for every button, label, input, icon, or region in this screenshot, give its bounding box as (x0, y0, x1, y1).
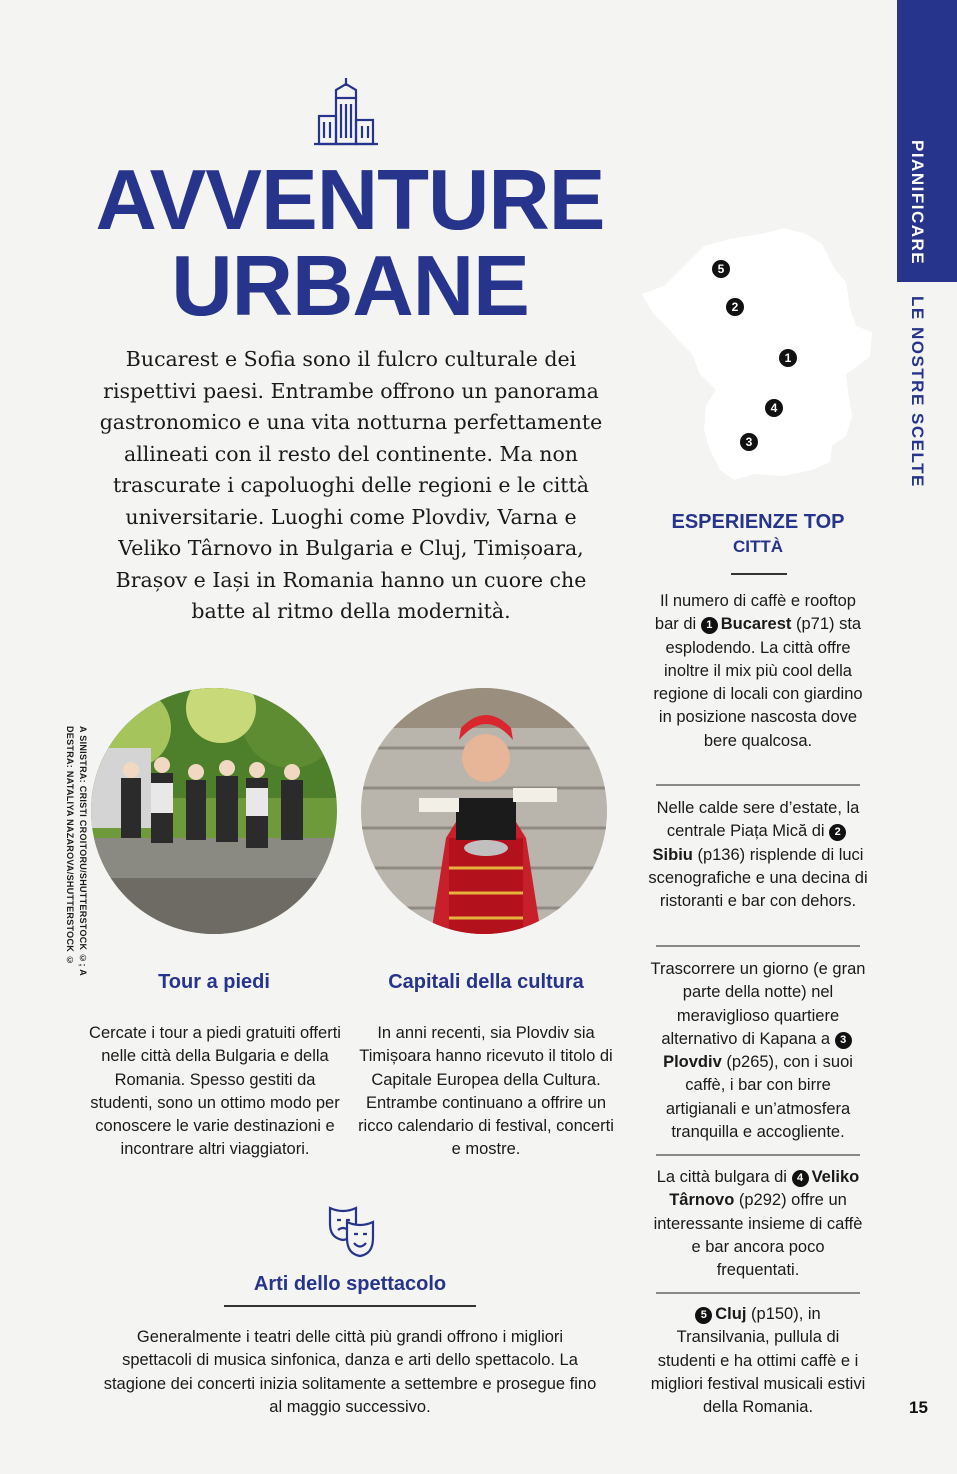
number-badge: 1 (701, 617, 718, 634)
experiences-divider (731, 573, 787, 575)
experience-text: (p292) offre un interessante insieme di caffè e bar ancora poco frequentati. (653, 1191, 863, 1280)
photo-credit: A SINISTRA: CRISTI CROITORU/SHUTTERSTOCK ©; A DESTRA: NATALIYA NAZAROVA/SHUTTERSTOCK © (65, 726, 88, 976)
experience-item-3 (648, 958, 868, 1144)
map-marker-3-label: 3 (745, 435, 753, 449)
page-title (60, 153, 640, 334)
experience-place: Plovdiv (663, 1053, 722, 1072)
experience-text: Il numero di caffè e rooftop bar di (654, 592, 856, 634)
experience-item-1 (648, 590, 868, 753)
intro-paragraph: Bucarest e Sofia sono il fulcro culturale dei rispettivi paesi. Entrambe offrono un panorama gastronomico e una vita notturna perfettamente allineati con il resto del continente. Ma non trascurate i capoluoghi delle regioni e le città universitarie. Luoghi come Plovdiv, Varna e Veliko Târnovo in Bulgaria e Cluj, Timișoara, Brașov e Iași in Romania hanno un cuore che batte al ritmo della modernità. (99, 347, 603, 623)
section-tab (897, 0, 957, 282)
experience-text: Nelle calde sere d’estate, la centrale Piața Mică di (656, 799, 860, 841)
experience-place: Bucarest (720, 615, 792, 634)
divider (656, 945, 860, 947)
map-marker-4-label: 4 (770, 401, 778, 415)
arts-heading: Arti dello spettacolo (253, 1273, 447, 1295)
number-badge: 5 (695, 1307, 712, 1324)
experience-item-2 (648, 797, 868, 913)
arts-divider (224, 1305, 476, 1307)
map-marker-1-label: 1 (784, 351, 792, 365)
experience-item-5 (648, 1303, 868, 1419)
experience-place: Cluj (715, 1305, 747, 1323)
experience-text: La città bulgara di (656, 1168, 792, 1186)
experience-place: Sibiu (652, 845, 693, 864)
arts-body: Generalmente i teatri delle città più grandi offrono i migliori spettacoli di musica sinfonica, danza e arti dello spettacolo. La stagione dei concerti inizia solitamente a settembre e prosegue fino al maggio successivo. (103, 1328, 597, 1416)
map-marker-2-label: 2 (731, 300, 739, 314)
culture-heading: Capitali della cultura (388, 971, 584, 993)
experiences-subtitle: CITTÀ (732, 537, 784, 556)
title-line-2: URBANE (171, 239, 529, 334)
experience-place: Veliko Târnovo (669, 1168, 860, 1210)
folk-dancer-photo (361, 688, 607, 934)
map-marker-5-label: 5 (717, 262, 725, 276)
experience-text: Trascorrere un giorno (e gran parte della notte) nel meraviglioso quartiere alternativo di Kapana a (650, 960, 866, 1048)
culture-body: In anni recenti, sia Plovdiv sia Timișoara hanno ricevuto il titolo di Capitale Europea della Cultura. Entrambe continuano a offrire un ricco calendario di festival, concerti e mostre. (358, 1024, 614, 1159)
region-map (634, 224, 884, 484)
number-badge: 4 (792, 1170, 809, 1187)
page-number: 15 (909, 1398, 928, 1417)
walking-tour-photo (91, 688, 337, 934)
experience-text: (p136) risplende di luci scenografiche e una decina di ristoranti e bar con dehors. (648, 845, 868, 911)
section-label: LE NOSTRE SCELTE (908, 296, 927, 488)
title-line-1: AVVENTURE (95, 153, 605, 248)
experience-text: (p71) sta esplodendo. La città offre inoltre il mix più cool della regione di locali con giardino in posizione nascosta dove bere qualcosa. (653, 615, 863, 750)
city-building-icon (314, 76, 384, 146)
experiences-title: ESPERIENZE TOP (671, 511, 845, 533)
divider (656, 784, 860, 786)
tour-heading: Tour a piedi (158, 971, 270, 993)
number-badge: 3 (835, 1032, 852, 1049)
number-badge: 2 (829, 824, 846, 841)
experience-text: (p150), in Transilvania, pullula di studenti e ha ottimi caffè e i migliori festival musicali estivi della Romania. (650, 1305, 866, 1417)
divider (656, 1292, 860, 1294)
tab-label: PIANIFICARE (908, 140, 927, 266)
experience-text: (p265), con i suoi caffè, i bar con birre artigianali e un’atmosfera tranquilla e accogliente. (665, 1053, 853, 1142)
theater-masks-icon (327, 1204, 377, 1258)
experience-item-4 (648, 1166, 868, 1282)
divider (656, 1154, 860, 1156)
tour-body: Cercate i tour a piedi gratuiti offerti nelle città della Bulgaria e della Romania. Spesso gestiti da studenti, sono un ottimo modo per conoscere le varie destinazioni e incontrare altri viaggiatori. (89, 1024, 341, 1159)
